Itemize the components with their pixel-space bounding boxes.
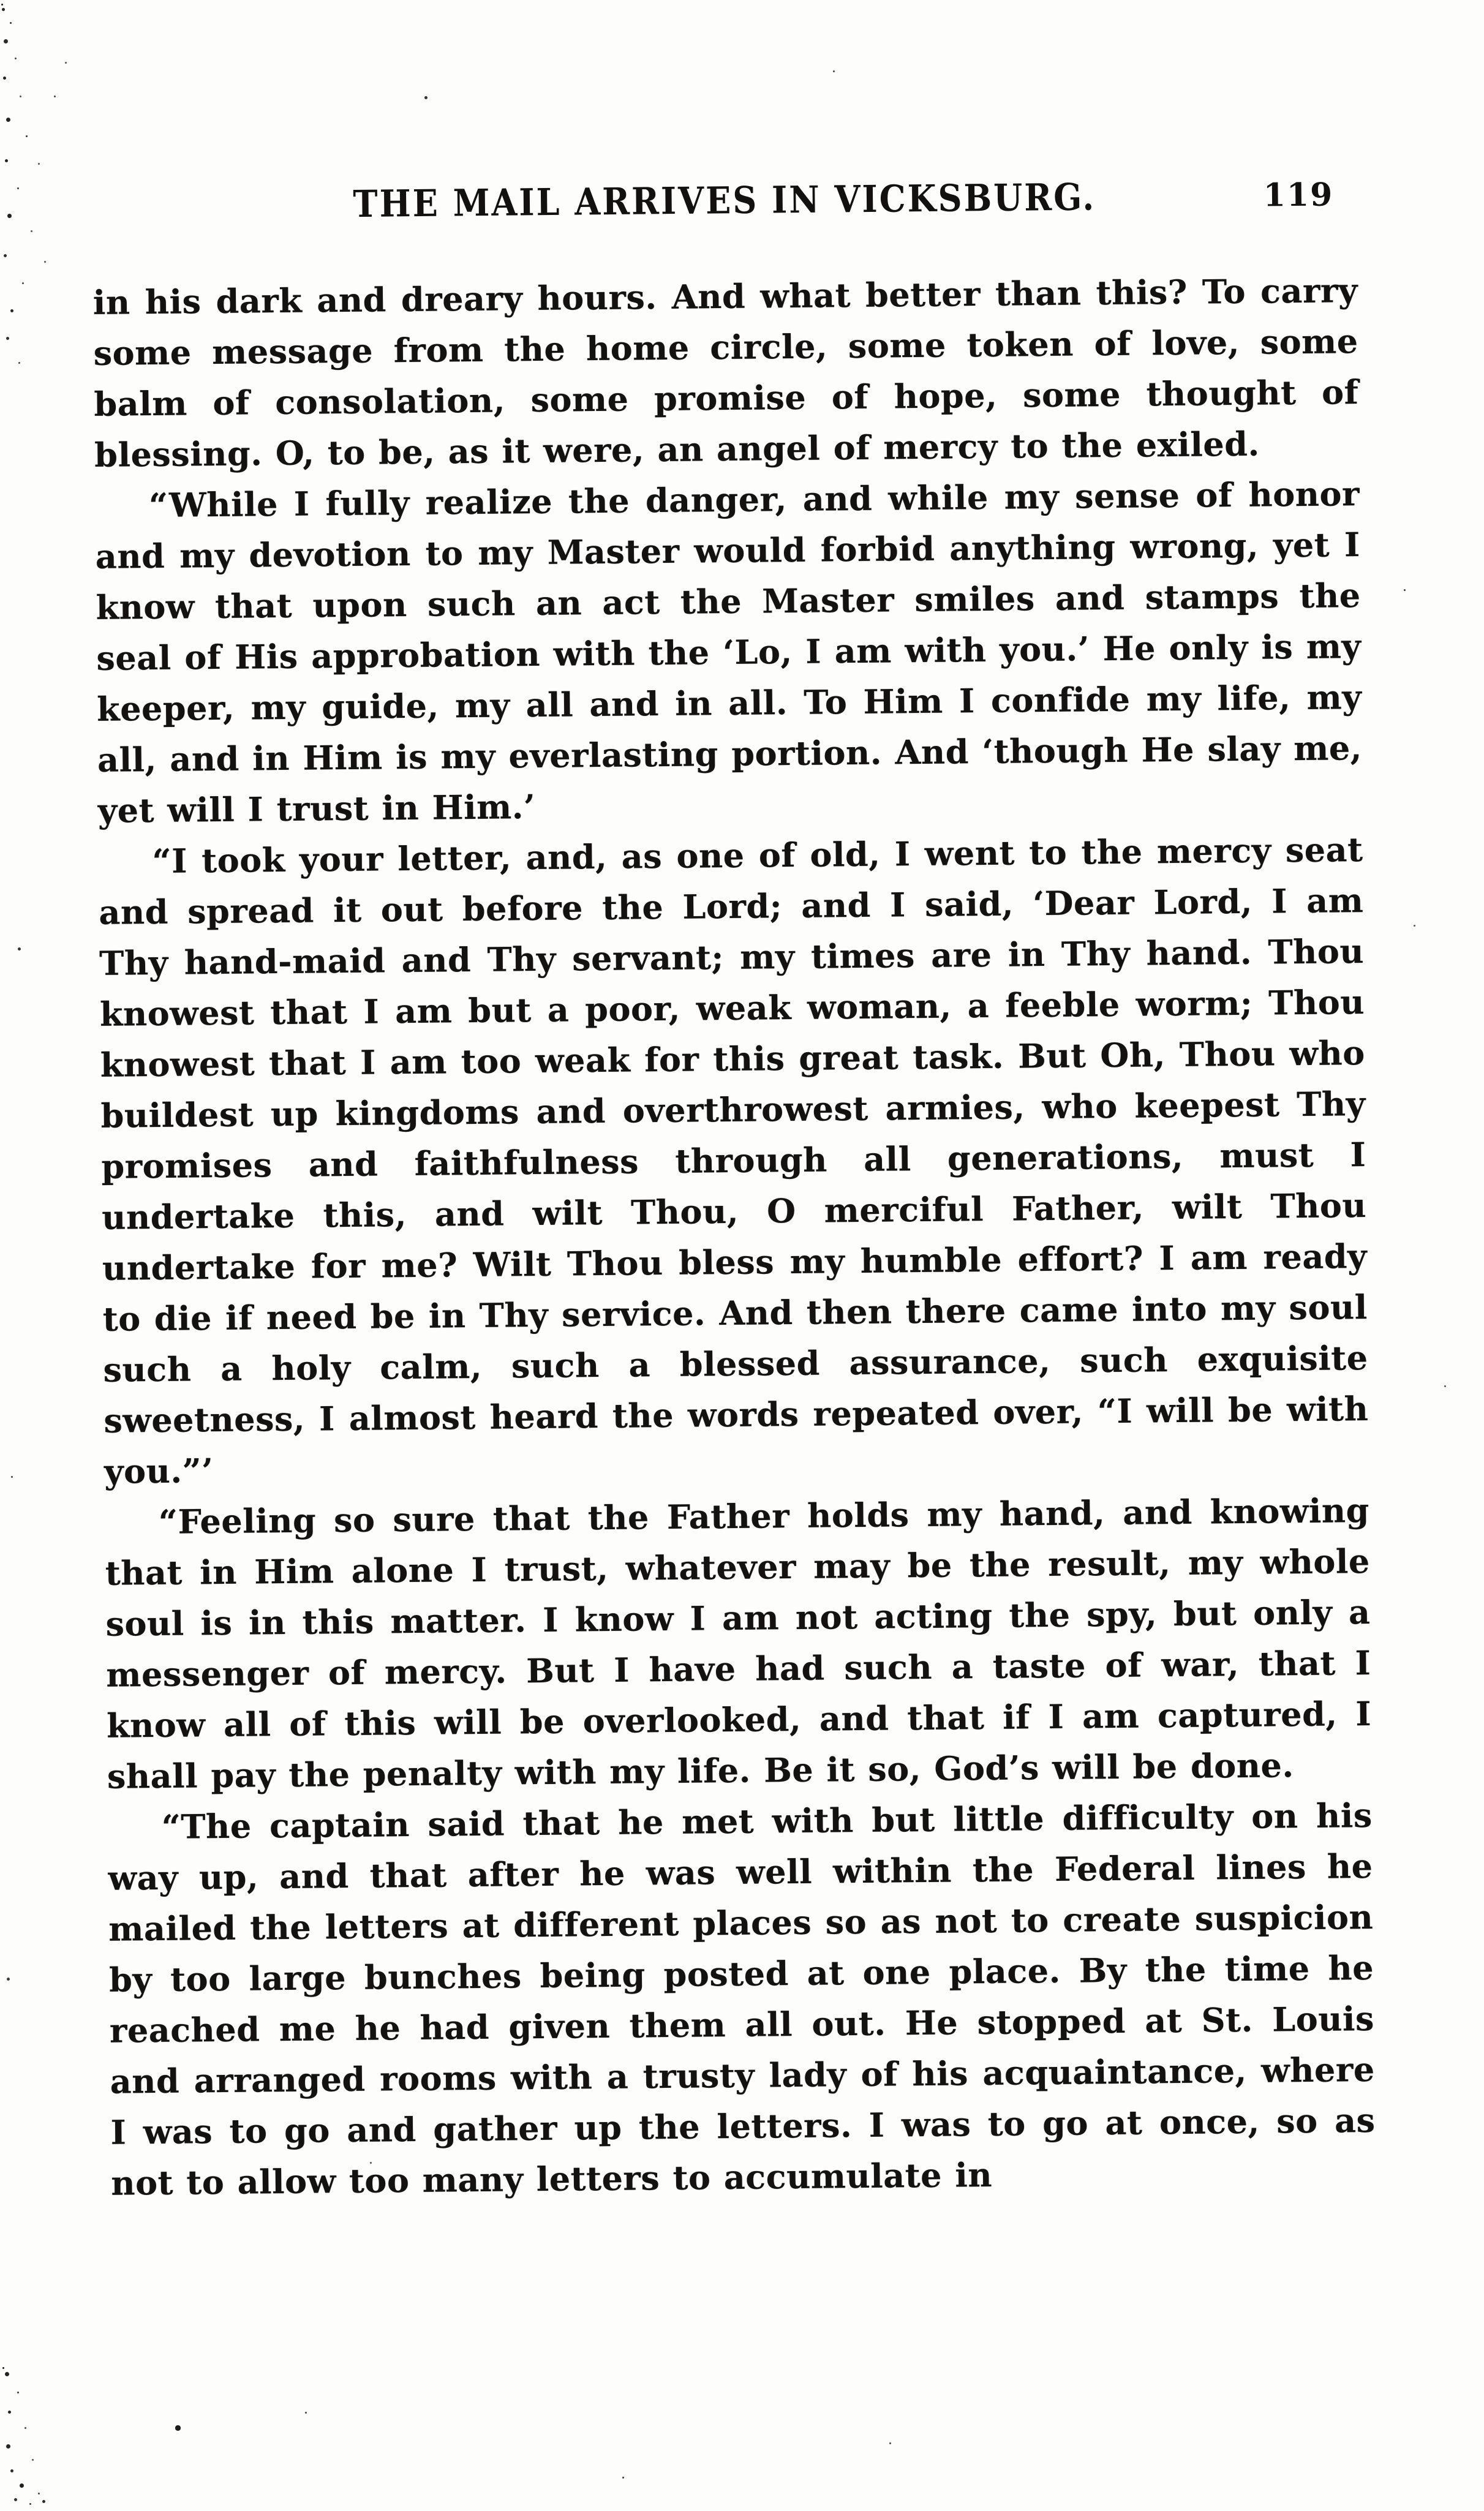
paragraph-4: “Feeling so sure that the Father holds my hand, and knowing that in Him alone I trust, whatever may be the result, my whole soul is in this matter. I know I am not acting the spy, but only a messenger of mercy. But I have had such a taste of war, that I know all of this will be overlooked, and that if I am captured, I shall pay the penalty with my life. Be it so, God’s will be done. bbox=[105, 1490, 1372, 1796]
scan-noise-top-left bbox=[1, 4, 3, 6]
scan-noise-scatter bbox=[0, 0, 2, 2]
page-body bbox=[92, 265, 1376, 2209]
paragraph-1: in his dark and dreary hours. And what better than this? To carry some message from the home circle, some token of love, some balm of consolation, some promise of hope, some thought of blessing. O, to be, as it were, an angel of mercy to the exiled. bbox=[92, 271, 1359, 475]
scan-noise-bottom-left bbox=[2, 2367, 4, 2369]
page-header bbox=[92, 175, 1357, 236]
paragraph-5: “The captain said that he met with but little difficulty on his way up, and that after he was well within the Federal lines he mailed the letters at different places so as not to create suspicion by too large bunches being posted at one place. By the time he reached me he had given them all out. He stopped at St. Louis and arranged rooms with a trusty lady of his acquaintance, where I was to go and gather up the letters. I was to go at once, so as not to allow too many letters to accumulate in bbox=[108, 1795, 1376, 2203]
running-title: THE MAIL ARRIVES IN VICKSBURG. bbox=[353, 175, 1096, 226]
page-number: 119 bbox=[1263, 176, 1334, 214]
paragraph-3: “I took your letter, and, as one of old, I went to the mercy seat and spread it out before the Lord; and I said, ‘Dear Lord, I am Thy hand-maid and Thy servant; my times are in Thy hand. Thou knowest that I am but a poor, weak woman, a feeble worm; Thou knowest that I am too weak for this great task. But Oh, Thou who buildest up kingdoms and overthrowest armies, who keepest Thy promises and faithfulness through all generations, must I undertake this, and wilt Thou, O merciful Father, wilt Thou undertake for me? Wilt Thou bless my humble effort? I am ready to die if need be in Thy service. And then there came into my soul such a holy calm, such a blessed assurance, such exquisite sweetness, I almost heard the words repeated over, “I will be with you.”’ bbox=[99, 830, 1369, 1491]
page-content bbox=[92, 175, 1376, 2209]
paragraph-2: “While I fully realize the danger, and while my sense of honor and my devotion to my Master would forbid anything wrong, yet I know that upon such an act the Master smiles and stamps the seal of His approbation with the ‘Lo, I am with you.’ He only is my keeper, my guide, my all and in all. To Him I confide my life, my all, and in Him is my everlasting portion. And ‘though He slay me, yet will I trust in Him.’ bbox=[95, 474, 1363, 830]
